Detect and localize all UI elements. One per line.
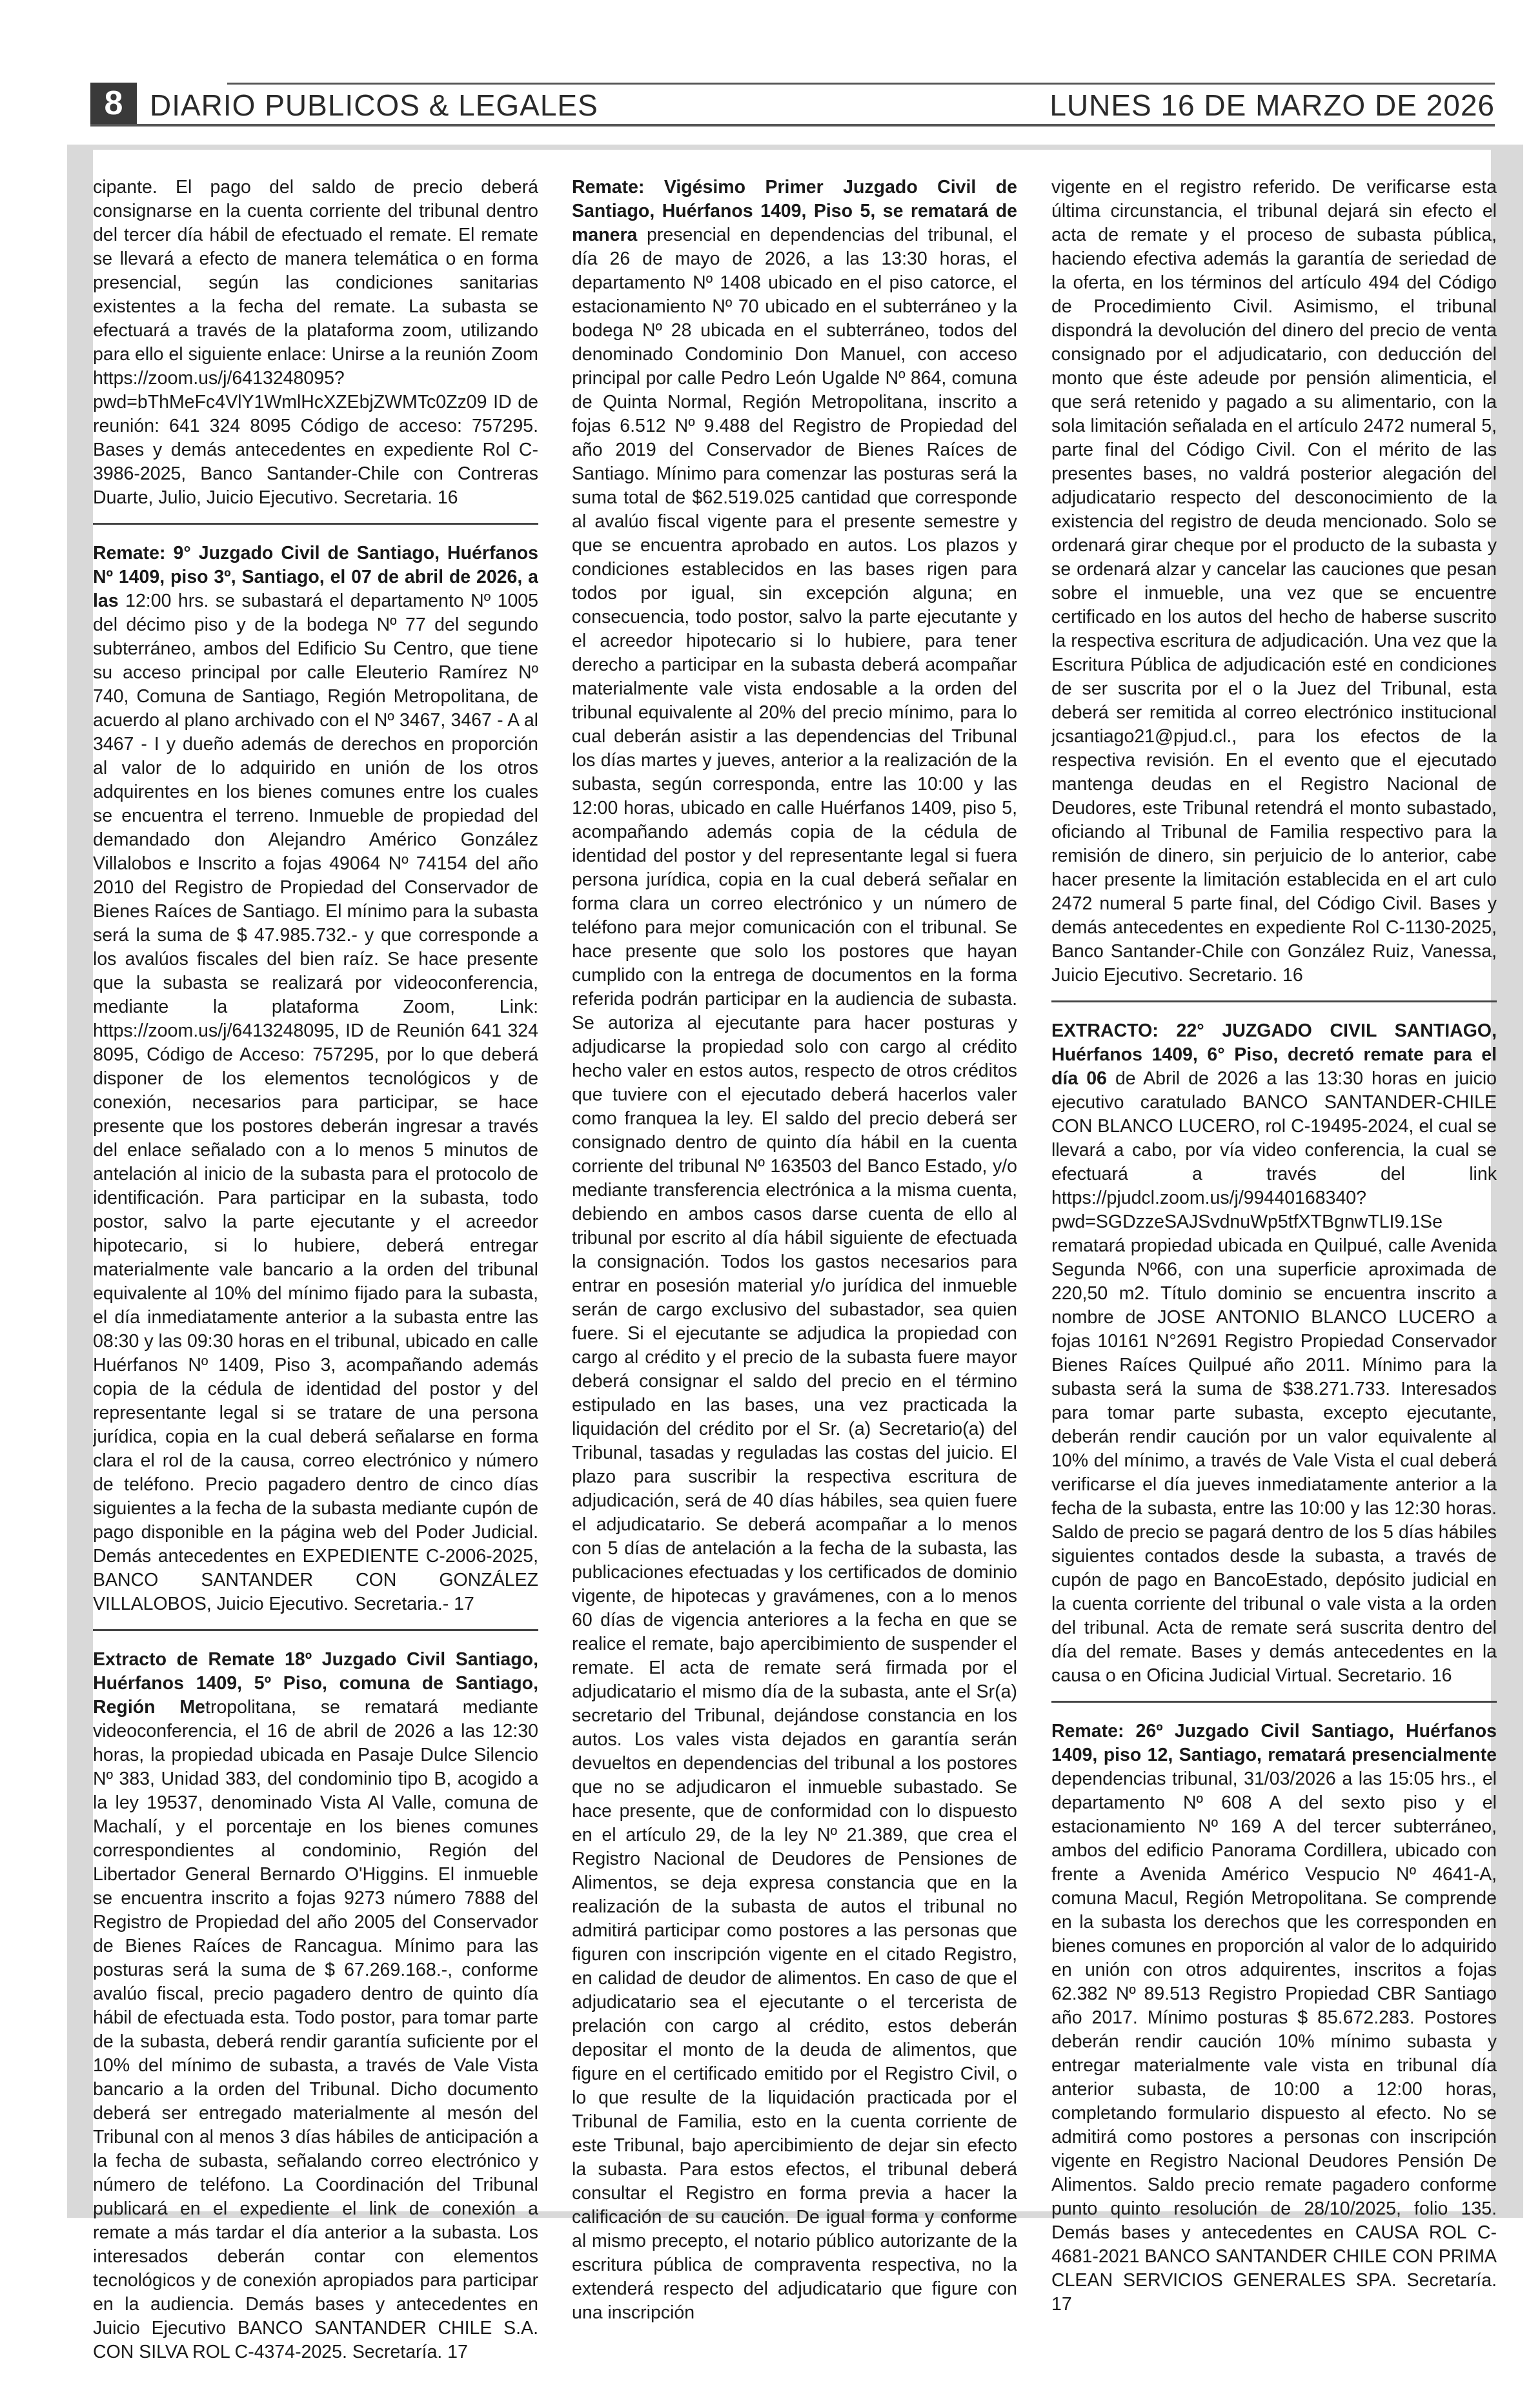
header-rule-top — [227, 83, 1495, 85]
notice-body: cipante. El pago del saldo de precio deberá consignarse en la cuenta corriente del tribunal dentro del tercer día hábil de efectuado el remate. El remate se llevará a efecto de manera telemática o en forma presencial, según las condiciones sanitarias existentes a la fecha del remate. La subasta se efectuará a través de la plataforma zoom, utilizando para ello el siguiente enlace: Unirse a la reunión Zoom https://zoom.us/j/6413248095? pwd=bThMeFc4VlY1WmlHcXZEbjZWMTc0Zz09 ID de reunión: 641 324 8095 Código de acceso: 757295. Bases y demás antecedentes en expediente Rol C-3986-2025, Banco Santander-Chile con Contreras Duarte, Julio, Juicio Ejecutivo. Secretaria. 16 — [93, 177, 538, 508]
notice-18-juzgado-civil — [93, 1648, 538, 2377]
notice-continued-rol-c-3986-2025 — [93, 176, 538, 525]
publication-title: DIARIO PUBLICOS & LEGALES — [150, 88, 598, 122]
legal-notices-page — [93, 150, 1497, 2362]
notice-26-juzgado-civil — [1051, 1719, 1497, 2329]
notice-body: de Abril de 2026 a las 13:30 horas en juicio ejecutivo caratulado BANCO SANTANDER-CHILE CON BLANCO LUCERO, rol C-19495-2024, el cual se llevará a cabo, por vía video conferencia, la cual se efectuará a través del link https://pjudcl.zoom.us/j/99440168340?pwd=SGDzzeSAJSvdnuWp5tfXTBgnwTLI9.1Se rematará propiedad ubicada en Quilpué, calle Avenida Segunda Nº66, con una superficie aproximada de 220,50 m2. Título dominio se encuentra inscrito a nombre de JOSE ANTONIO BLANCO LUCERO a fojas 10161 N°2691 Registro Propiedad Conservador Bienes Raíces Quilpué año 2011. Mínimo para la subasta será la suma de $38.271.733. Interesados para tomar parte subasta, excepto ejecutante, deberán rendir caución por un valor equivalente al 10% del mínimo, a través de Vale Vista el cual deberá verificarse el día jueves inmediatamente anterior a la fecha de la subasta, entre las 10:00 y las 12:30 horas. Saldo de precio se pagará dentro de los 5 días hábiles siguientes contados desde la subasta, a través de cupón de pago en BancoEstado, depósito judicial en la cuenta corriente del tribunal o vale vista a la orden del tribunal. Acta de remate será suscrita dentro del día del remate. Bases y demás antecedentes en la causa o en Oficina Judicial Virtual. Secretario. 16 — [1051, 1068, 1497, 1686]
notice-21-juzgado-civil — [572, 176, 1017, 2338]
column-3 — [1051, 176, 1497, 2346]
notice-lead: Extracto de Remate 18º Juzgado Civil Santiago, Huérfanos 1409, 5º Piso, comuna de Santiago, Región Me — [93, 1649, 538, 1718]
notice-lead: Remate: 26º Juzgado Civil Santiago, Huérfanos 1409, piso 12, Santiago, rematará presencialmente — [1051, 1721, 1497, 1765]
column-2 — [572, 176, 1017, 2355]
publication-date: LUNES 16 DE MARZO DE 2026 — [1049, 88, 1495, 122]
notice-body: dependencias tribunal, 31/03/2026 a las 15:05 hrs., el departamento Nº 608 A del sexto piso y el estacionamiento Nº 169 A del tercer subterráneo, ambos del edificio Panorama Cordillera, ubicado con frente a Avenida Américo Vespucio Nº 4641-A, comuna Macul, Región Metropolitana. Se comprende en la subasta los derechos que les corresponden en bienes comunes en proporción al valor de lo adquirido en unión con otros adquirentes, inscritos a fojas 62.382 Nº 89.513 Registro Propiedad CBR Santiago año 2017. Mínimo posturas $ 85.672.283. Postores deberán rendir caución 10% mínimo subasta y entregar materialmente vale vista en tribunal día anterior subasta, de 10:00 a 12:00 horas, completando formulario dispuesto al efecto. No se admitirá como postores a personas con inscripción vigente en Registro Nacional Deudores Pensión De Alimentos. Saldo precio remate pagadero conforme punto quinto resolución de 28/10/2025, folio 135. Demás bases y antecedentes en CAUSA ROL C-4681-2021 BANCO SANTANDER CHILE CON PRIMA CLEAN SERVICIOS GENERALES SPA. Secretaría. 17 — [1051, 1769, 1497, 2315]
notice-body: tropolitana, se rematará mediante videoconferencia, el 16 de abril de 2026 a las 12:30 horas, la propiedad ubicada en Pasaje Dulce Silencio Nº 383, Unidad 383, del condominio tipo B, acogido a la ley 19537, denominado Vista Al Valle, comuna de Machalí, y el porcentaje en los bienes comunes correspondientes al condominio, Región del Libertador General Bernardo O'Higgins. El inmueble se encuentra inscrito a fojas 9273 número 7888 del Registro de Propiedad del año 2005 del Conservador de Bienes Raíces de Rancagua. Mínimo para las posturas será la suma de $ 67.269.168.-, conforme avalúo fiscal, precio pagadero dentro de quinto día hábil de efectuada esta. Todo postor, para tomar parte de la subasta, deberá rendir garantía suficiente por el 10% del mínimo de subasta, a través de Vale Vista bancario a la orden del Tribunal. Dicho documento deberá ser entregado materialmente al mesón del Tribunal con al menos 3 días hábiles de anticipación a la fecha de subasta, señalando correo electrónico y número de teléfono. La Coordinación del Tribunal publicará en el expediente el link de conexión a remate a más tardar el día anterior a la subasta. Los interesados deberán contar con elementos tecnológicos y de conexión apropiados para participar en la audiencia. Demás bases y antecedentes en Juicio Ejecutivo BANCO SANTANDER CHILE S.A. CON SILVA ROL C-4374-2025. Secretaría. 17 — [93, 1697, 538, 2362]
column-1 — [93, 176, 538, 2394]
header-rule-bottom — [90, 124, 1495, 127]
notice-9-juzgado-civil — [93, 542, 538, 1631]
notice-lead: Remate: 9° Juzgado Civil de Santiago, Huérfanos Nº 1409, piso 3º, Santiago, el 07 de abril de 2026, a las — [93, 543, 538, 611]
notice-21-juzgado-civil-continued — [1051, 176, 1497, 1002]
notice-lead: EXTRACTO: 22° JUZGADO CIVIL SANTIAGO, Huérfanos 1409, 6° Piso, decretó remate para el día 06 — [1051, 1020, 1497, 1089]
notice-body: vigente en el registro referido. De verificarse esta última circunstancia, el tribunal dejará sin efecto el acta de remate y el proceso de subasta pública, haciendo efectiva además la garantía de seriedad de la oferta, en los términos del artículo 494 del Código de Procedimiento Civil. Asimismo, el tribunal dispondrá la devolución del dinero del precio de venta consignado por el adjudicatario, con deducción del monto que éste adeude por pensión alimenticia, el que será retenido y pagado a su alimentario, con la sola limitación señalada en el artículo 2472 numeral 5, parte final del Código Civil. Con el mérito de las presentes bases, no valdrá posterior alegación del adjudicatario respecto del desconocimiento de la existencia del registro de deuda mencionado. Solo se ordenará girar cheque por el producto de la subasta y se ordenará alzar y cancelar las cauciones que pesan sobre el inmueble, una vez que se encuentre certificado en los autos del hecho de haberse suscrito la respectiva escritura de adjudicación. Una vez que la Escritura Pública de adjudicación esté en condiciones de ser suscrita por el o la Juez del Tribunal, esta deberá ser remitida al correo electrónico institucional jcsantiago21@pjud.cl., para los efectos de la respectiva revisión. En el evento que el ejecutado mantenga deudas en el Registro Nacional de Deudores, este Tribunal retendrá el monto subastado, oficiando al Tribunal de Familia respectivo para la remisión de dinero, sin perjuicio de lo anterior, cabe hacer presente la limitación establecida en el art culo 2472 numeral 5 parte final, del Código Civil. Bases y demás antecedentes en expediente Rol C-1130-2025, Banco Santander-Chile con González Ruiz, Vanessa, Juicio Ejecutivo. Secretario. 16 — [1051, 177, 1497, 986]
page-frame — [67, 145, 1523, 2362]
page-number: 8 — [90, 83, 137, 124]
page-header — [90, 83, 1495, 124]
notice-lead: Remate: Vigésimo Primer Juzgado Civil de Santiago, Huérfanos 1409, Piso 5, se rematará de manera — [572, 177, 1017, 245]
notice-body: presencial en dependencias del tribunal, el día 26 de mayo de 2026, a las 13:30 horas, el departamento Nº 1408 ubicado en el piso catorce, el estacionamiento Nº 70 ubicado en el subterráneo y la bodega Nº 28 ubicada en el subterráneo, todos del denominado Condominio Don Manuel, con acceso principal por calle Pedro León Ugalde Nº 864, comuna de Quinta Normal, Región Metropolitana, inscrito a fojas 6.512 Nº 9.488 del Registro de Propiedad del año 2019 del Conservador de Bienes Raíces de Santiago. Mínimo para comenzar las posturas será la suma total de $62.519.025 cantidad que corresponde al avalúo fiscal vigente para el presente semestre y que se encuentra aprobado en autos. Los plazos y condiciones establecidos en las bases rigen para todos por igual, sin excepción alguna; en consecuencia, todo postor, salvo la parte ejecutante y el acreedor hipotecario si lo hubiere, para tener derecho a participar en la subasta deberá acompañar materialmente vale vista endosable a la orden del tribunal equivalente al 20% del precio mínimo, para lo cual deberán asistir a las dependencias del Tribunal los días martes y jueves, anterior a la realización de la subasta, según corresponda, entre las 10:00 y las 12:00 horas, ubicado en calle Huérfanos 1409, piso 5, acompañando además copia de la cédula de identidad del postor y del representante legal si fuera persona jurídica, copia en la cual deberá señalar en forma clara un correo electrónico y un número de teléfono para mejor comunicación con el tribunal. Se hace presente que solo los postores que hayan cumplido con la entrega de documentos en la forma referida podrán participar en la audiencia de subasta. Se autoriza al ejecutante para hacer posturas y adjudicarse la propiedad solo con cargo al crédito hecho valer en estos autos, respecto de otros créditos que tuviere con el ejecutado deberá hacerlos valer como franquea la ley. El saldo del precio deberá ser consignado dentro de quinto día hábil en la cuenta corriente del tribunal Nº 163503 del Banco Estado, y/o mediante transferencia electrónica a la misma cuenta, debiendo en ambos casos darse cuenta de ello al tribunal por escrito al día hábil siguiente de efectuada la consignación. Todos los gastos necesarios para entrar en posesión material y/o jurídica del inmueble serán de cargo exclusivo del subastador, sea quien fuere. Si el ejecutante se adjudica la propiedad con cargo al crédito y el precio de la subasta fuere mayor deberá consignar el saldo del precio en el término estipulado en las bases, una vez practicada la liquidación del crédito por el Sr. (a) Secretario(a) del Tribunal, tasadas y reguladas las costas del juicio. El plazo para suscribir la respectiva escritura de adjudicación, será de 40 días hábiles, sea quien fuere el adjudicatario. Se deberá acompañar a lo menos con 5 días de antelación a la fecha de la subasta, las publicaciones efectuadas y los certificados de dominio vigente, de hipotecas y gravámenes, con a lo menos 60 días de vigencia anteriores a la fecha en que se realice el remate, bajo apercibimiento de suspender el remate. El acta de remate será firmada por el adjudicatario el mismo día de la subasta, ante el Sr(a) secretario del Tribunal, dejándose constancia en los autos. Los vales vista dejados en garantía serán devueltos en dependencias del tribunal a los postores que no se adjudicaron el inmueble subastado. Se hace presente, que de conformidad con lo dispuesto en el artículo 29, de la ley Nº 21.389, que crea el Registro Nacional de Deudores de Pensiones de Alimentos, se deja expresa constancia que en la realización de la subasta de autos el tribunal no admitirá participar como postores a las personas que figuren con inscripción vigente en el citado Registro, en calidad de deudor de alimentos. En caso de que el adjudicatario sea el ejecutante o el tercerista de prelación con cargo al crédito, estos deberán depositar el monto de la deuda de alimentos, que figure en el certificado emitido por el Registro Civil, o lo que resulte de la liquidación practicada por el Tribunal de Familia, esto en la cuenta corriente de este Tribunal, bajo apercibimiento de dejar sin efecto la subasta. Para estos efectos, el tribunal deberá consultar el Registro en forma previa a hacer la calificación de su caución. De igual forma y conforme al mismo precepto, el notario público autorizante de la escritura pública de compraventa respectiva, no la extenderá respecto del adjudicatario que figure con una inscripción — [572, 225, 1017, 2323]
notice-body: 12:00 hrs. se subastará el departamento Nº 1005 del décimo piso y de la bodega Nº 77 del segundo subterráneo, ambos del Edificio Su Centro, que tiene su acceso principal por calle Eleuterio Ramírez Nº 740, Comuna de Santiago, Región Metropolitana, de acuerdo al plano archivado con el Nº 3467, 3467 - A al 3467 - I y dueño además de derechos en proporción al valor de lo adquirido en unión de los otros adquirentes en los bienes comunes entre los cuales se encuentra el terreno. Inmueble de propiedad del demandado don Alejandro Américo González Villalobos e Inscrito a fojas 49064 Nº 74154 del año 2010 del Registro de Propiedad del Conservador de Bienes Raíces de Santiago. El mínimo para la subasta será la suma de $ 47.985.732.- y que corresponde a los avalúos fiscales del bien raíz. Se hace presente que la subasta se realizará por videoconferencia, mediante la plataforma Zoom, Link: https://zoom.us/j/6413248095, ID de Reunión 641 324 8095, Código de Acceso: 757295, por lo que deberá disponer de los elementos tecnológicos y de conexión, necesarios para participar, se hace presente que los postores deberán ingresar a través del enlace señalado con a lo menos 5 minutos de antelación al inicio de la subasta para el protocolo de identificación. Para participar en la subasta, todo postor, salvo la parte ejecutante y el acreedor hipotecario, si lo hubiere, deberá entregar materialmente vale bancario a la orden del tribunal equivalente al 10% del mínimo fijado para la subasta, el día inmediatamente anterior a la subasta entre las 08:30 y las 09:30 horas en el tribunal, ubicado en calle Huérfanos Nº 1409, Piso 3, acompañando además copia de la cédula de identidad del postor y del representante legal si se tratare de una persona jurídica, copia en la cual deberá señalarse en forma clara el rol de la causa, correo electrónico y número de teléfono. Precio pagadero dentro de cinco días siguientes a la fecha de la subasta mediante cupón de pago disponible en la página web del Poder Judicial. Demás antecedentes en EXPEDIENTE C-2006-2025, BANCO SANTANDER CON GONZÁLEZ VILLALOBOS, Juicio Ejecutivo. Secretaria.- 17 — [93, 591, 538, 1614]
notice-22-juzgado-civil — [1051, 1019, 1497, 1703]
